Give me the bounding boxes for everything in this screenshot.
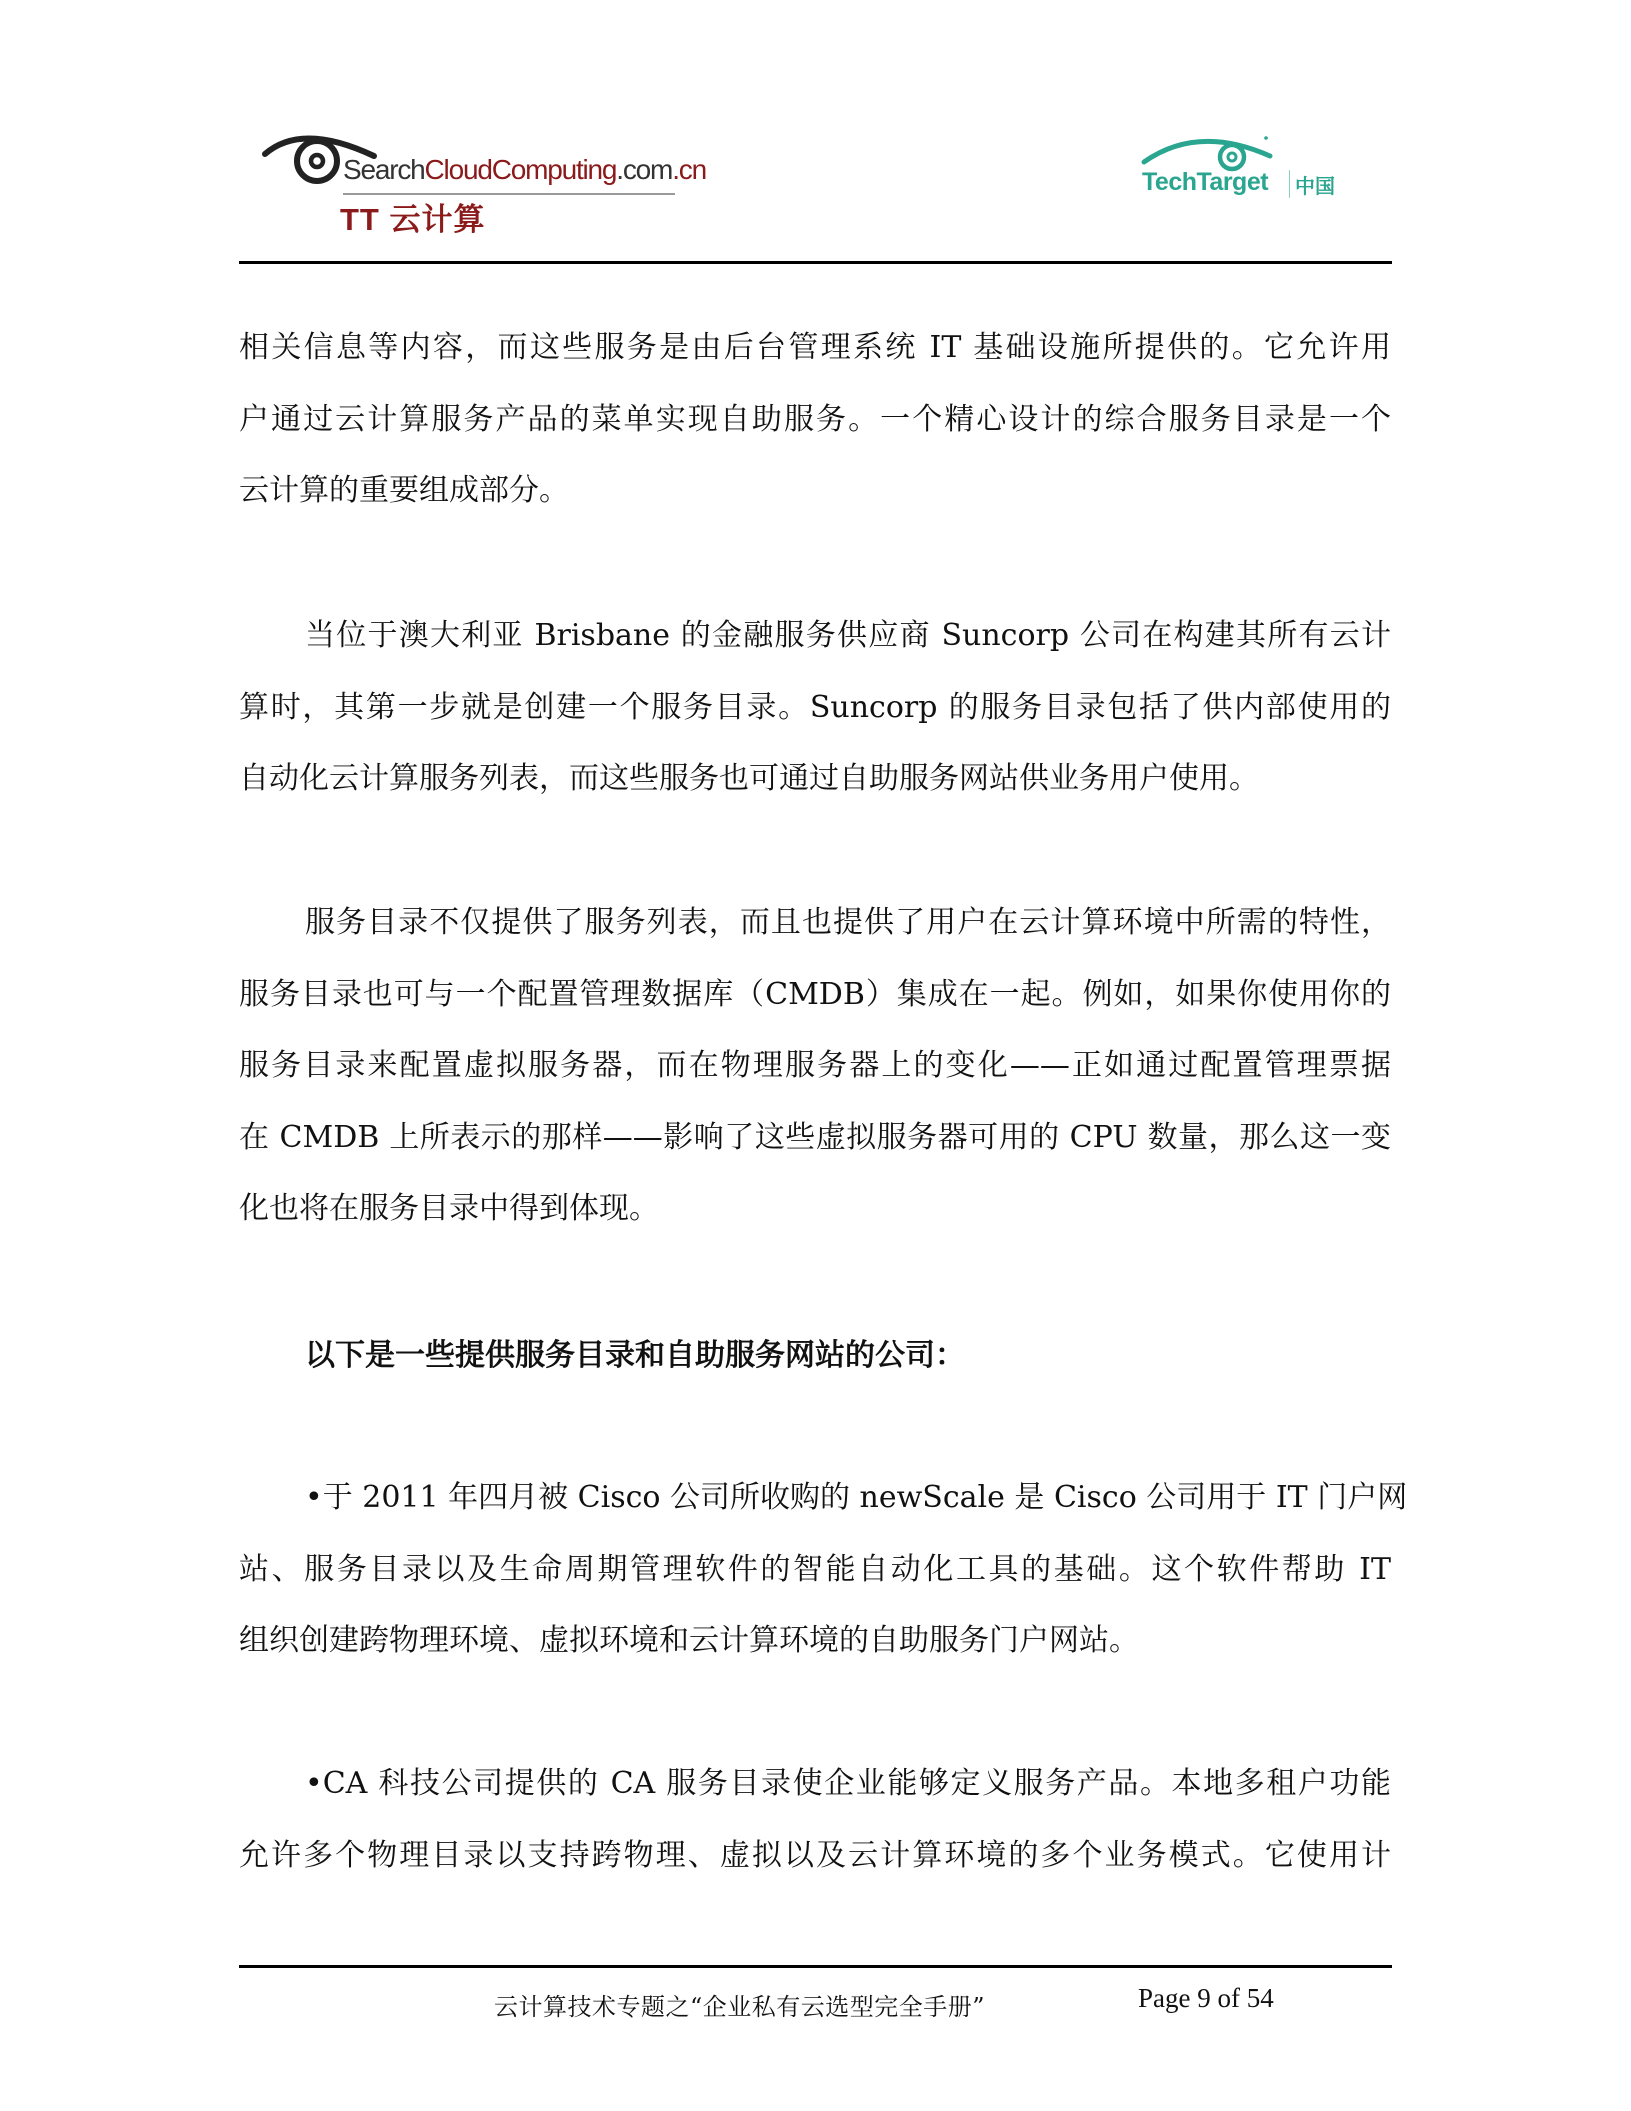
techtarget-eye-icon bbox=[1138, 132, 1288, 172]
text-line: •CA 科技公司提供的 CA 服务目录使企业能够定义服务产品。本地多租户功能 bbox=[305, 1766, 1391, 1801]
paragraph-2 bbox=[239, 600, 1391, 815]
logo-site-name bbox=[343, 154, 706, 186]
footer-title: 云计算技术专题之“企业私有云选型完全手册” bbox=[494, 1993, 986, 2021]
logo-subtitle: TT 云计算 bbox=[340, 202, 486, 237]
logo-cn-text: cn bbox=[678, 154, 706, 185]
section-heading bbox=[239, 1320, 1391, 1392]
logo-cloudcomputing-text: CloudComputing bbox=[424, 154, 617, 185]
techtarget-name: TechTarget bbox=[1142, 168, 1269, 196]
text-line: 自动化云计算服务列表，而这些服务也可通过自助服务网站供业务用户使用。 bbox=[239, 761, 1259, 796]
heading-text: 以下是一些提供服务目录和自助服务网站的公司： bbox=[305, 1338, 965, 1373]
text-line: 站、服务目录以及生命周期管理软件的智能自动化工具的基础。这个软件帮助 IT bbox=[239, 1551, 1391, 1587]
header-rule bbox=[239, 261, 1392, 264]
text-line: 服务目录也可与一个配置管理数据库（CMDB）集成在一起。例如，如果你使用你的 bbox=[239, 976, 1391, 1012]
text-line: •于 2011 年四月被 Cisco 公司所收购的 newScale 是 Cisco 公司用于 IT 门户网 bbox=[305, 1480, 1408, 1515]
page-number: Page 9 of 54 bbox=[1138, 1983, 1274, 2013]
footer-rule bbox=[239, 1965, 1392, 1968]
paragraph-1 bbox=[239, 312, 1391, 527]
techtarget-china: 中国 bbox=[1295, 174, 1335, 198]
text-line: 组织创建跨物理环境、虚拟环境和云计算环境的自助服务门户网站。 bbox=[239, 1623, 1139, 1658]
text-line: 户通过云计算服务产品的菜单实现自助服务。一个精心设计的综合服务目录是一个 bbox=[239, 401, 1391, 437]
paragraph-3 bbox=[239, 887, 1391, 1245]
logo-com-text: .com bbox=[616, 154, 673, 185]
techtarget-logo bbox=[1138, 132, 1358, 207]
text-line: 允许多个物理目录以支持跨物理、虚拟以及云计算环境的多个业务模式。它使用计 bbox=[239, 1837, 1391, 1873]
searchcloudcomputing-logo bbox=[262, 128, 706, 238]
bullet-item-2 bbox=[239, 1748, 1391, 1891]
text-line: 服务目录来配置虚拟服务器，而在物理服务器上的变化——正如通过配置管理票据 bbox=[239, 1048, 1391, 1083]
text-line: 云计算的重要组成部分。 bbox=[239, 473, 569, 508]
text-line: 服务目录不仅提供了服务列表，而且也提供了用户在云计算环境中所需的特性， bbox=[305, 905, 1391, 940]
text-line: 算时，其第一步就是创建一个服务目录。Suncorp 的服务目录包括了供内部使用的 bbox=[239, 689, 1391, 725]
bullet-item-1 bbox=[239, 1462, 1408, 1677]
text-line: 在 CMDB 上所表示的那样——影响了这些虚拟服务器可用的 CPU 数量，那么这一变 bbox=[239, 1119, 1391, 1155]
text-line: 化也将在服务目录中得到体现。 bbox=[239, 1191, 659, 1226]
logo-search-text: Search bbox=[343, 154, 425, 185]
logo-dot-text: . bbox=[672, 154, 679, 185]
logo-separator bbox=[1289, 170, 1290, 198]
text-line: 相关信息等内容，而这些服务是由后台管理系统 IT 基础设施所提供的。它允许用 bbox=[239, 330, 1391, 365]
text-line: 当位于澳大利亚 Brisbane 的金融服务供应商 Suncorp 公司在构建其所有云计 bbox=[305, 618, 1391, 653]
